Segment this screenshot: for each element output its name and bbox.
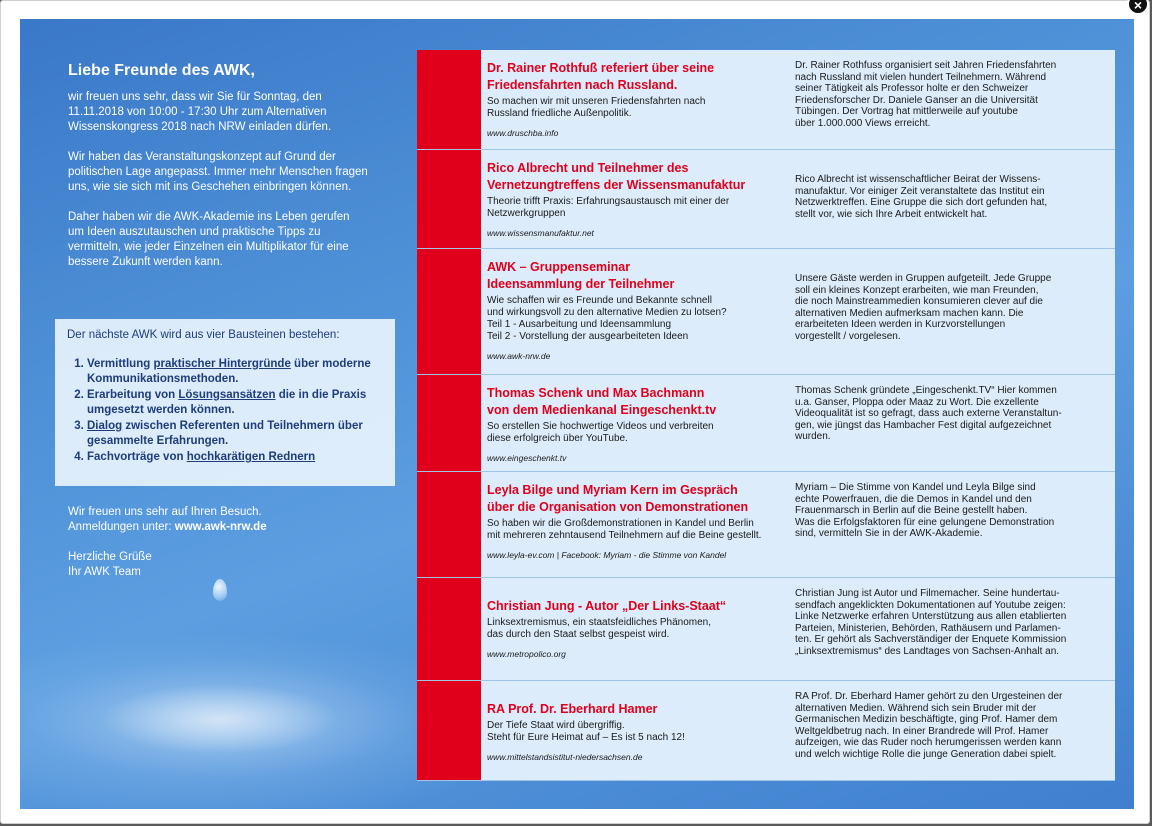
red-accent-bar — [417, 50, 481, 149]
building-blocks-list — [67, 357, 383, 465]
program-row — [417, 375, 1115, 472]
event-flyer-image — [20, 19, 1134, 809]
details-line: die noch Mainstreammedien konsumieren clever auf die — [795, 296, 1043, 307]
session-details — [787, 681, 1115, 780]
details-line: stellt vor, wie sich Ihre Arbeit entwickelt hat. — [795, 208, 988, 220]
item-text: über moderne Kommunikationsmethoden. — [87, 358, 371, 385]
session-title — [487, 598, 781, 615]
description-line: Russland friedliche Außenpolitik. — [487, 108, 632, 119]
details-line: wurden. — [795, 431, 831, 442]
program-session — [481, 375, 787, 471]
item-text: die in die Praxis umgesetzt werden können. — [87, 389, 367, 416]
building-block-item — [87, 450, 383, 465]
program-row — [417, 50, 1115, 150]
building-blocks-box — [55, 319, 395, 486]
session-url: www.leyla-ev.com | Facebook: Myriam - die Stimme von Kandel — [487, 550, 727, 560]
session-title-line: Ideensammlung der Teilnehmer — [487, 277, 675, 291]
details-line: echte Powerfrauen, die die Demos in Kandel und den — [795, 493, 1032, 505]
details-line: gen, wie jüngst das Hambacher Fest digital aufgezeichnet — [795, 419, 1052, 431]
description-line: Steht für Eure Heimat auf – Es ist 5 nach 12! — [487, 732, 685, 743]
outro-line: Anmeldungen unter: — [68, 521, 175, 533]
item-text: Vermittlung — [87, 358, 154, 370]
details-line: Linke Netzwerke erfahren Unterstützung aus allen etablierten — [795, 611, 1067, 622]
session-url: www.metropolico.org — [487, 649, 566, 659]
item-text: Fachvorträge von — [87, 451, 187, 463]
red-accent-bar — [417, 150, 481, 248]
details-line: Weltgeldbetrug nach. In einer Brandrede will Prof. Hamer — [795, 725, 1049, 737]
program-session — [481, 150, 787, 248]
session-details — [787, 50, 1115, 149]
item-text: Erarbeitung von — [87, 389, 179, 401]
session-details — [787, 375, 1115, 471]
session-url: www.eingeschenkt.tv — [487, 453, 567, 463]
details-line: Frauenmarsch in Berlin auf die Beine gestellt haben. — [795, 505, 1028, 516]
details-line: und welch wichtige Rolle die junge Generation dabei spielt. — [795, 748, 1057, 760]
program-row — [417, 681, 1115, 781]
details-line: Videoqualität ist so gefragt, dass auch externe Veranstaltun- — [795, 408, 1062, 419]
details-line: sendfach angeklickten Dokumentationen auf Youtube zeigen: — [795, 599, 1066, 611]
description-line: und wirkungsvoll zu den alternative Medien zu lotsen? — [487, 307, 727, 318]
description-line: Teil 1 - Ausarbeitung und Ideensammlung — [487, 319, 672, 330]
details-line: Dr. Rainer Rothfuss organisiert seit Jahren Friedensfahrten — [795, 60, 1057, 71]
details-line: Parteien, Ministerien, Behörden, Rathäusern und Parlamen- — [795, 622, 1061, 634]
session-title-line: RA Prof. Dr. Eberhard Hamer — [487, 702, 658, 716]
session-title-line: von dem Medienkanal Eingeschenkt.tv — [487, 403, 717, 417]
item-text: zwischen Referenten und Teilnehmern über gesammelte Erfahrungen. — [87, 420, 363, 447]
program-session — [481, 681, 787, 780]
details-line: soll ein kleines Konzept erarbeiten, wie man Freunden, — [795, 284, 1039, 296]
session-title — [487, 160, 781, 194]
building-blocks-heading: Der nächste AWK wird aus vier Bausteinen bestehen: — [67, 329, 340, 341]
session-description — [487, 617, 781, 641]
session-details — [787, 249, 1115, 374]
item-highlight: Lösungsansätzen — [178, 389, 276, 401]
intro-paragraph: wir freuen uns sehr, dass wir Sie für Sonntag, den 11.11.2018 von 10:00 - 17:30 Uhr zum Alternativen Wissenskongress 2018 nach NRW einladen dürfen. — [68, 91, 332, 133]
outro-text — [68, 505, 368, 595]
registration-url: www.awk-nrw.de — [174, 521, 267, 533]
session-title — [487, 701, 781, 718]
session-url: www.druschba.info — [487, 128, 559, 138]
program-session — [481, 249, 787, 374]
details-line: ten. Er gehört als Sachverständiger der Enquete Kommission — [795, 634, 1067, 645]
details-line: alternativen Medien. Während sich sein Bruder mit der — [795, 702, 1037, 714]
description-line: Teil 2 - Vorstellung der ausgearbeiteten Ideen — [487, 331, 689, 342]
description-line: Der Tiefe Staat wird übergriffig. — [487, 720, 625, 731]
item-highlight: praktischer Hintergründe — [153, 358, 291, 370]
details-line: Friedensforscher Dr. Daniele Ganser an die Universität — [795, 94, 1038, 106]
greeting — [68, 550, 368, 580]
program-session — [481, 472, 787, 577]
program-row — [417, 472, 1115, 578]
session-details — [787, 578, 1115, 680]
session-title-line: Leyla Bilge und Myriam Kern im Gespräch — [487, 483, 738, 497]
details-line: über 1.000.000 Views erreicht. — [795, 117, 931, 129]
session-details — [787, 150, 1115, 248]
details-line: sind, vermitteln Sie in der AWK-Akademie. — [795, 528, 983, 539]
details-line: seiner Tätigkeit als Professor holte er den Schweizer — [795, 83, 1029, 94]
session-url: www.awk-nrw.de — [487, 351, 551, 361]
session-description — [487, 196, 781, 220]
details-line: manufaktur. Vor einiger Zeit veranstaltete das Institut ein — [795, 185, 1045, 197]
session-description — [487, 720, 781, 744]
program-row — [417, 578, 1115, 681]
details-line: Germanischen Medizin beschäftigte, ging Prof. Hamer dem — [795, 714, 1058, 725]
description-line: Wie schaffen wir es Freunde und Bekannte schnell — [487, 295, 712, 306]
session-description — [487, 295, 781, 343]
intro-paragraph: Daher haben wir die AWK-Akademie ins Leben gerufen um Ideen auszutauschen und praktische Tipps zu vermitteln, wie jeder Einzelnen ein Multiplikator für eine bessere Zukunft werden kann. — [68, 211, 350, 268]
close-button[interactable]: × — [1127, 0, 1149, 15]
session-title-line: Vernetzungtreffens der Wissensmanufaktur — [487, 178, 746, 192]
description-line: Netzwerkgruppen — [487, 208, 566, 219]
details-line: Christian Jung ist Autor und Filmemacher. Seine hundertau- — [795, 588, 1060, 599]
description-line: diese erfolgreich über YouTube. — [487, 433, 628, 444]
building-block-item — [87, 357, 383, 387]
details-line: Netzwerktreffen. Eine Gruppe die sich dort gefunden hat, — [795, 197, 1048, 208]
session-description — [487, 518, 781, 542]
session-description — [487, 421, 781, 445]
session-description — [487, 96, 781, 120]
session-title-line: über die Organisation von Demonstrationen — [487, 500, 749, 514]
red-accent-bar — [417, 681, 481, 780]
program-session — [481, 50, 787, 149]
description-line: mit mehreren zehntausend Teilnehmern auf die Beine gestellt. — [487, 530, 762, 541]
flyer-heading: Liebe Freunde des AWK, — [68, 62, 255, 79]
red-accent-bar — [417, 578, 481, 680]
program-row — [417, 150, 1115, 249]
details-line: nach Russland mit vielen hundert Teilnehmern. Während — [795, 71, 1047, 83]
program-session — [481, 578, 787, 680]
session-title-line: AWK – Gruppenseminar — [487, 260, 631, 274]
outro-paragraph — [68, 505, 368, 535]
description-line: das durch den Staat selbst gespeist wird. — [487, 629, 670, 640]
session-title-line: Christian Jung - Autor „Der Links-Staat“ — [487, 599, 727, 613]
signature-line: Ihr AWK Team — [68, 566, 141, 578]
red-accent-bar — [417, 249, 481, 374]
description-line: So machen wir mit unseren Friedensfahrten nach — [487, 96, 706, 107]
details-line: u.a. Ganser, Ploppa oder Maaz zu Wort. Die exzellente — [795, 396, 1039, 408]
session-title-line: Rico Albrecht und Teilnehmer des — [487, 161, 689, 175]
greeting-line: Herzliche Grüße — [68, 551, 152, 563]
details-line: Myriam – Die Stimme von Kandel und Leyla Bilge sind — [795, 482, 1036, 493]
session-title-line: Friedensfahrten nach Russland. — [487, 78, 678, 92]
session-title — [487, 482, 781, 516]
details-line: Thomas Schenk gründete „Eingeschenkt.TV“ Hier kommen — [795, 385, 1057, 396]
details-line: Unsere Gäste werden in Gruppen aufgeteilt. Jede Gruppe — [795, 273, 1052, 284]
session-title — [487, 259, 781, 293]
session-title — [487, 385, 781, 419]
session-title-line: Dr. Rainer Rothfuß referiert über seine — [487, 61, 715, 75]
building-block-item — [87, 388, 383, 418]
program-row — [417, 249, 1115, 375]
details-line: Rico Albrecht ist wissenschaftlicher Beirat der Wissens- — [795, 174, 1041, 185]
session-title-line: Thomas Schenk und Max Bachmann — [487, 386, 705, 400]
program-table — [417, 50, 1115, 781]
details-line: Tübingen. Der Vortrag hat mittlerweile auf youtube — [795, 106, 1018, 117]
details-line: alternativen Medien aufmerksam machen kann. Die — [795, 307, 1024, 319]
details-line: erarbeiteten Ideen werden in Kurzvorstellungen — [795, 319, 1006, 330]
details-line: Was die Erfolgsfaktoren für eine gelungene Demonstration — [795, 516, 1055, 528]
outro-line: Wir freuen uns sehr auf Ihren Besuch. — [68, 506, 262, 518]
details-line: „Linksextremismus“ des Landtages von Sachsen-Anhalt an. — [795, 645, 1060, 657]
building-block-item — [87, 419, 383, 449]
session-url: www.wissensmanufaktur.net — [487, 228, 594, 238]
description-line: So haben wir die Großdemonstrationen in Kandel und Berlin — [487, 518, 754, 529]
intro-text — [68, 63, 368, 285]
item-highlight: hochkarätigen Rednern — [186, 451, 316, 463]
red-accent-bar — [417, 375, 481, 471]
session-details — [787, 472, 1115, 577]
description-line: So erstellen Sie hochwertige Videos und verbreiten — [487, 421, 714, 432]
details-line: aufzeigen, wie das Ruder noch herumgerissen werden kann — [795, 737, 1062, 748]
session-title — [487, 60, 781, 94]
item-highlight: Dialog — [87, 420, 123, 432]
details-line: RA Prof. Dr. Eberhard Hamer gehört zu den Urgesteinen der — [795, 691, 1063, 702]
details-line: vorgestellt / vorgelesen. — [795, 330, 901, 342]
description-line: Theorie trifft Praxis: Erfahrungsaustausch mit einer der — [487, 196, 730, 207]
intro-paragraph: Wir haben das Veranstaltungskonzept auf Grund der politischen Lage angepasst. Immer mehr Menschen fragen uns, wie sie sich mit ins Geschehen einbringen können. — [68, 151, 368, 193]
session-url: www.mittelstandsistitut-niedersachsen.de — [487, 752, 643, 762]
description-line: Linksextremismus, ein staatsfeidliches Phänomen, — [487, 617, 711, 628]
red-accent-bar — [417, 472, 481, 577]
